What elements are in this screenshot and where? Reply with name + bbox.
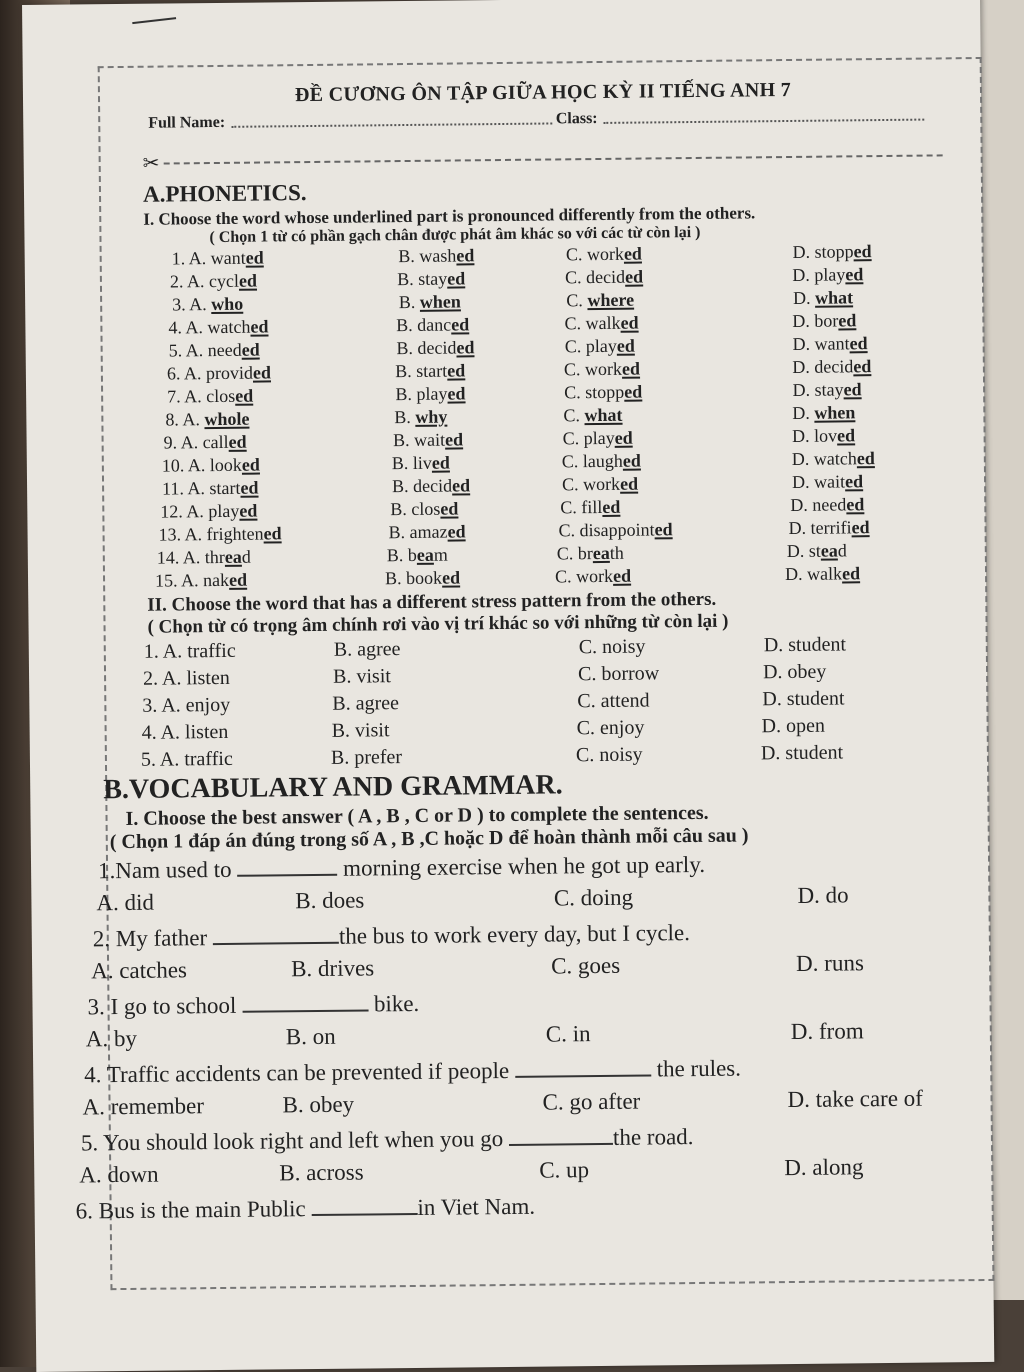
option-b: B. visit bbox=[331, 719, 390, 742]
option-d: D. open bbox=[761, 714, 826, 738]
underlined-part: ed bbox=[654, 519, 673, 540]
option-a: 13. A. frightened bbox=[158, 523, 282, 545]
stress-instruction-vi: ( Chọn từ có trọng âm chính rơi vào vị trí khác so với những từ còn lại ) bbox=[147, 610, 729, 638]
option-d: D. student bbox=[763, 633, 847, 657]
underlined-part: ed bbox=[451, 475, 471, 496]
option-d: D. waited bbox=[791, 471, 864, 492]
option-a: A. did bbox=[96, 889, 155, 916]
option-b: B. started bbox=[395, 360, 466, 382]
option-a-word: A. frightened bbox=[184, 523, 282, 545]
scissors-icon: ✂ bbox=[142, 152, 160, 175]
full-name-blank bbox=[231, 122, 552, 127]
option-c: C. enjoy bbox=[576, 716, 645, 740]
answer-options bbox=[91, 943, 997, 990]
underlined-part: ea bbox=[224, 546, 242, 567]
page-title: ĐỀ CƯƠNG ÔN TẬP GIỮA HỌC KỲ II TIẾNG ANH 7 bbox=[294, 78, 792, 107]
underlined-part: ed bbox=[856, 448, 875, 469]
underlined-part: ed bbox=[602, 496, 621, 517]
option-a: 1. A. wanted bbox=[171, 247, 264, 269]
underlined-part: ed bbox=[451, 314, 470, 335]
option-a: 3. A. enjoy bbox=[142, 693, 231, 717]
option-c: C. decided bbox=[564, 266, 644, 288]
answer-options bbox=[86, 1011, 998, 1059]
section-b-title: B.VOCABULARY AND GRAMMAR. bbox=[103, 769, 563, 806]
option-b: B. does bbox=[295, 887, 365, 914]
option-c: C. breath bbox=[556, 542, 624, 564]
grammar-instruction-vi: ( Chọn 1 đáp án đúng trong số A , B ,C hoặc D để hoàn thành mỗi câu sau ) bbox=[109, 824, 749, 854]
option-c: C. stopped bbox=[564, 381, 643, 403]
underlined-part: ed bbox=[444, 429, 464, 450]
option-d: D. terrified bbox=[788, 517, 870, 539]
option-b: B. danced bbox=[396, 314, 470, 336]
option-a-word: A. provided bbox=[183, 362, 272, 384]
underlined-part: ed bbox=[456, 337, 475, 358]
option-b: B. beam bbox=[386, 544, 448, 566]
question-sentence: 2. My father the bus to work every day, but I cycle. bbox=[92, 920, 691, 952]
grammar-questions bbox=[66, 849, 1000, 1225]
option-c: C. up bbox=[539, 1157, 590, 1183]
underlined-part: ed bbox=[836, 425, 856, 446]
class-label: Class: bbox=[555, 109, 598, 128]
underlined-part: ed bbox=[228, 431, 247, 452]
option-a-word: A. thread bbox=[182, 546, 251, 568]
option-c: C. go after bbox=[542, 1088, 641, 1115]
underlined-part: ed bbox=[838, 310, 857, 331]
class-blank bbox=[604, 119, 925, 124]
option-c: C. worked bbox=[565, 243, 642, 265]
section-a-title: A.PHONETICS. bbox=[142, 180, 307, 207]
option-d: D. do bbox=[797, 882, 849, 908]
worksheet-paper bbox=[22, 0, 994, 1372]
option-c: C. noisy bbox=[575, 743, 643, 767]
option-a: 15. A. naked bbox=[154, 569, 248, 591]
option-d: D. stead bbox=[786, 540, 847, 562]
underlined-part: who bbox=[211, 293, 244, 315]
answer-blank bbox=[515, 1074, 651, 1077]
option-b: B. prefer bbox=[330, 746, 403, 769]
answer-blank bbox=[311, 1213, 417, 1216]
option-d: D. what bbox=[792, 287, 854, 308]
underlined-part: where bbox=[587, 289, 635, 311]
underlined-part: ed bbox=[853, 356, 872, 377]
option-b: B. agree bbox=[333, 638, 401, 661]
option-c: C. borrow bbox=[577, 662, 660, 686]
option-b: B. stayed bbox=[397, 268, 466, 290]
option-d: D. student bbox=[760, 741, 844, 765]
underlined-part: when bbox=[419, 291, 461, 312]
option-a: 1. A. traffic bbox=[143, 639, 236, 663]
underlined-part: ea bbox=[416, 544, 434, 565]
underlined-part: ed bbox=[621, 358, 641, 379]
phonetics-list bbox=[60, 239, 994, 594]
option-b: B. booked bbox=[384, 567, 461, 589]
option-a: 6. A. provided bbox=[166, 362, 272, 384]
answer-blank bbox=[509, 1143, 613, 1146]
option-a: A. down bbox=[79, 1161, 159, 1188]
underlined-part: ed bbox=[853, 241, 872, 262]
option-b: B. when bbox=[398, 291, 461, 313]
option-b: B. played bbox=[395, 383, 466, 405]
option-c: C. laughed bbox=[561, 450, 641, 472]
answer-blank bbox=[237, 874, 337, 877]
option-d: D. take care of bbox=[787, 1085, 924, 1113]
option-b: B. decided bbox=[396, 337, 475, 359]
question-sentence: 5. You should look right and left when you go the road. bbox=[80, 1124, 694, 1156]
option-d: D. obey bbox=[762, 660, 827, 684]
option-a: 9. A. called bbox=[163, 431, 247, 453]
option-d: D. along bbox=[784, 1154, 864, 1181]
underlined-part: ed bbox=[619, 473, 639, 494]
underlined-part: ed bbox=[241, 454, 260, 475]
underlined-part: ed bbox=[252, 362, 272, 383]
option-a: A. remember bbox=[82, 1093, 205, 1120]
option-a: 2. A. listen bbox=[142, 666, 230, 690]
underlined-part: ed bbox=[447, 521, 466, 542]
underlined-part: ed bbox=[447, 383, 466, 404]
underlined-part: ed bbox=[846, 494, 865, 515]
option-a: 7. A. closed bbox=[167, 385, 254, 407]
underlined-part: what bbox=[584, 404, 623, 426]
option-b: B. closed bbox=[390, 498, 459, 520]
underlined-part: ed bbox=[623, 243, 642, 264]
underlined-part: ed bbox=[228, 569, 248, 590]
option-d: D. played bbox=[792, 264, 864, 285]
option-b: B. washed bbox=[398, 245, 475, 267]
underlined-part: why bbox=[415, 406, 448, 427]
option-c: C. worked bbox=[561, 473, 639, 495]
option-a: 3. A. who bbox=[172, 293, 244, 315]
option-d: D. needed bbox=[790, 494, 865, 515]
underlined-part: ed bbox=[845, 264, 864, 285]
option-c: C. doing bbox=[553, 884, 634, 911]
option-d: D. decided bbox=[792, 356, 872, 377]
underlined-part: ed bbox=[624, 381, 643, 402]
underlined-part: ed bbox=[240, 477, 259, 498]
option-c: C. walked bbox=[564, 312, 639, 334]
underlined-part: ed bbox=[245, 247, 264, 268]
cut-dashed-line bbox=[163, 154, 942, 164]
underlined-part: ea bbox=[820, 540, 838, 561]
option-b: B. across bbox=[279, 1159, 364, 1186]
underlined-part: ed bbox=[239, 500, 258, 521]
option-a-word: A. whole bbox=[182, 408, 250, 430]
option-a: 12. A. played bbox=[160, 500, 258, 522]
option-c: C. what bbox=[563, 404, 623, 426]
option-d: D. student bbox=[762, 687, 845, 711]
underlined-part: ed bbox=[612, 565, 632, 586]
option-a: 10. A. looked bbox=[161, 454, 260, 476]
option-c: C. noisy bbox=[578, 635, 646, 659]
underlined-part: whole bbox=[204, 408, 250, 430]
option-a: 5. A. needed bbox=[168, 339, 260, 361]
option-a-word: A. watched bbox=[185, 316, 269, 338]
option-a: 11. A. started bbox=[161, 477, 259, 499]
option-b: B. on bbox=[285, 1023, 336, 1050]
option-c: C. attend bbox=[577, 689, 650, 713]
option-a: 2. A. cycled bbox=[169, 270, 258, 292]
option-a: A. by bbox=[85, 1025, 138, 1052]
name-class-line bbox=[148, 107, 928, 133]
underlined-part: ed bbox=[624, 266, 644, 287]
option-c: C. goes bbox=[550, 952, 621, 979]
option-c: C. filled bbox=[560, 496, 621, 518]
underlined-part: ed bbox=[263, 523, 282, 544]
option-a: 4. A. watched bbox=[168, 316, 269, 338]
option-d: D. watched bbox=[791, 448, 875, 469]
option-d: D. walked bbox=[784, 563, 861, 585]
underlined-part: ed bbox=[431, 452, 450, 473]
option-b: B. lived bbox=[391, 452, 450, 474]
option-c: C. played bbox=[564, 335, 635, 357]
worksheet-content bbox=[58, 65, 1000, 1225]
underlined-part: ed bbox=[447, 268, 466, 289]
question-sentence: 6. Bus is the main Public in Viet Nam. bbox=[75, 1193, 536, 1224]
phonetics-instruction-vi: ( Chọn 1 từ có phần gạch chân được phát âm khác so với các từ còn lại ) bbox=[209, 223, 701, 247]
option-d: D. when bbox=[792, 402, 856, 423]
underlined-part: ed bbox=[851, 517, 870, 538]
underlined-part: ed bbox=[622, 450, 641, 471]
underlined-part: ed bbox=[250, 316, 269, 337]
option-d: D. bored bbox=[792, 310, 857, 331]
answer-options bbox=[96, 875, 996, 922]
option-a: 4. A. listen bbox=[141, 720, 229, 744]
option-a: 14. A. thread bbox=[156, 546, 251, 568]
underlined-part: ed bbox=[841, 563, 861, 584]
option-b: B. agree bbox=[332, 692, 400, 715]
underlined-part: ed bbox=[441, 567, 461, 588]
option-a-word: A. started bbox=[187, 477, 259, 499]
stress-instruction: II. Choose the word that has a different stress pattern from the others. bbox=[147, 588, 717, 616]
option-c: C. worked bbox=[563, 358, 641, 380]
option-b: B. amazed bbox=[388, 521, 466, 543]
question-sentence: 4. Traffic accidents can be prevented if people the rules. bbox=[84, 1055, 742, 1088]
option-a-word: A. naked bbox=[180, 569, 248, 591]
question-sentence: 1.Nam used to morning exercise when he got up early. bbox=[97, 851, 706, 884]
pen-mark bbox=[132, 17, 176, 24]
option-c: C. in bbox=[545, 1021, 591, 1047]
option-a-word: A. who bbox=[189, 293, 244, 315]
question-sentence: 3. I go to school bike. bbox=[87, 990, 420, 1020]
option-d: D. wanted bbox=[792, 333, 868, 354]
underlined-part: ed bbox=[849, 333, 868, 354]
option-c: C. disappointed bbox=[558, 519, 673, 541]
option-a-word: A. closed bbox=[184, 385, 254, 407]
option-b: B. decided bbox=[391, 475, 471, 497]
answer-blank bbox=[242, 1009, 368, 1012]
option-d: D. stopped bbox=[792, 241, 872, 262]
underlined-part: ed bbox=[843, 379, 862, 400]
option-a-word: A. looked bbox=[187, 454, 260, 476]
option-a: 8. A. whole bbox=[165, 408, 250, 430]
option-c: C. played bbox=[562, 427, 633, 449]
option-a-word: A. needed bbox=[185, 339, 260, 361]
full-name-label: Full Name: bbox=[148, 113, 226, 132]
underlined-part: ed bbox=[447, 360, 466, 381]
option-b: B. waited bbox=[392, 429, 464, 451]
underlined-part: when bbox=[814, 402, 856, 423]
underlined-part: ed bbox=[235, 385, 254, 406]
grammar-instruction: I. Choose the best answer ( A , B , C or D ) to complete the sentences. bbox=[125, 801, 709, 830]
option-b: B. visit bbox=[332, 665, 391, 688]
option-b: B. drives bbox=[291, 955, 375, 982]
option-d: D. loved bbox=[791, 425, 856, 446]
option-a: A. catches bbox=[91, 957, 188, 984]
option-a-word: A. called bbox=[180, 431, 247, 453]
option-c: C. where bbox=[566, 289, 635, 311]
option-d: D. from bbox=[790, 1018, 864, 1045]
option-a: 5. A. traffic bbox=[140, 747, 233, 771]
stress-list bbox=[64, 630, 995, 775]
option-d: D. runs bbox=[795, 950, 864, 976]
option-a-word: A. played bbox=[186, 500, 258, 522]
underlined-part: ed bbox=[456, 245, 475, 266]
underlined-part: ed bbox=[844, 471, 864, 492]
option-b: B. why bbox=[394, 406, 448, 428]
phonetics-instruction: I. Choose the word whose underlined part is pronounced differently from the others. bbox=[143, 203, 756, 229]
underlined-part: what bbox=[814, 287, 854, 308]
underlined-part: ed bbox=[616, 335, 635, 356]
option-b: B. obey bbox=[282, 1091, 355, 1118]
option-a-word: A. wanted bbox=[188, 247, 264, 269]
underlined-part: ea bbox=[592, 542, 610, 564]
underlined-part: ed bbox=[241, 339, 260, 360]
underlined-part: ed bbox=[238, 270, 258, 291]
answer-blank bbox=[213, 942, 339, 945]
option-a-word: A. cycled bbox=[186, 270, 258, 292]
option-d: D. stayed bbox=[792, 379, 862, 400]
cut-line bbox=[143, 142, 943, 175]
underlined-part: ed bbox=[620, 312, 639, 333]
option-c: C. worked bbox=[554, 565, 632, 587]
underlined-part: ed bbox=[440, 498, 459, 519]
underlined-part: ed bbox=[614, 427, 633, 448]
